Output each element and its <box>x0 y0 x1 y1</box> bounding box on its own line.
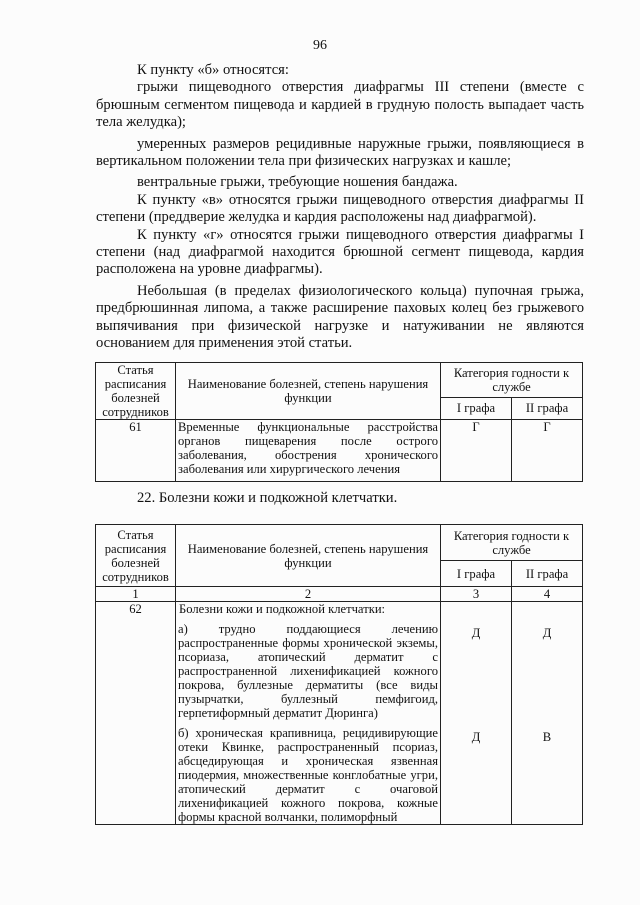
col-number: 3 <box>441 587 512 602</box>
paragraph: умеренных размеров рецидивные наружные грыжи, появляющиеся в вертикальном положении тела при физических нагрузках и кашле; <box>96 135 584 170</box>
table-row <box>96 720 583 825</box>
col-number: 1 <box>96 587 176 602</box>
header-disease: Наименование болезней, степень нарушения функции <box>176 363 441 420</box>
paragraph: вентральные грыжи, требующие ношения бандажа. <box>137 174 458 191</box>
table-header-row <box>96 363 583 398</box>
header-col2: II графа <box>512 397 583 419</box>
item-a-g1: Д <box>441 616 512 720</box>
body-text <box>96 62 584 353</box>
header-category: Категория годности к службе <box>441 363 583 398</box>
table-skin <box>95 524 583 825</box>
header-category: Категория годности к службе <box>441 525 583 561</box>
paragraph: К пункту «г» относятся грыжи пищеводного отверстия диафрагмы I степени (над диафрагмой находится брюшной сегмент пищевода, кардия расположена на уровне диафрагмы). <box>96 226 584 278</box>
item-b-g1: Д <box>441 720 512 825</box>
header-col1: I графа <box>441 397 512 419</box>
item-a-text: а) трудно поддающиеся лечению распространенные формы хронической экземы, псориаза, атопический дерматит с распространенной лихенификацией кожного покрова, буллезные дерматиты (все виды пузырчатки, буллезный пемфигоид, герпетиформный дерматит Дюринга) <box>178 622 438 720</box>
item-b-text: б) хроническая крапивница, рецидивирующие отеки Квинке, распространенный псориаз, абсцедирующая и хроническая язвенная пиодермия, множественные конглобатные угри, атопический дерматит с очаговой лихенификацией кожного покрова, кожные формы красной волчанки, полиморфный <box>178 726 438 824</box>
table-hernia <box>95 362 583 482</box>
row-title: Болезни кожи и подкожной клетчатки: <box>176 602 441 617</box>
header-col2: II графа <box>512 561 583 587</box>
row-text: Временные функциональные расстройства органов пищеварения после острого заболевания, обострения хронического заболевания или хирургического лечения <box>176 420 441 482</box>
row-g2: Г <box>512 420 583 482</box>
paragraph: К пункту «в» относятся грыжи пищеводного отверстия диафрагмы II степени (преддверие желудка и кардия расположены над диафрагмой). <box>96 191 584 226</box>
paragraph: Небольшая (в пределах физиологического кольца) пупочная грыжа, предбрюшинная липома, а также расширение паховых колец без грыжевого выпячивания при физической нагрузке и натуживании не являются основанием для применения этой статьи. <box>96 282 584 352</box>
col-number: 2 <box>176 587 441 602</box>
table-header-row <box>96 525 583 561</box>
item-a-g2: Д <box>512 616 583 720</box>
row-article: 61 <box>96 420 176 482</box>
page-number: 96 <box>313 38 327 53</box>
item-b-g2: В <box>512 720 583 825</box>
header-article: Статья расписания болезней сотрудников <box>96 525 176 587</box>
table-row <box>96 420 583 482</box>
paragraph: грыжи пищеводного отверстия диафрагмы III степени (вместе с брюшным сегментом пищевода и кардией в грудную полость выпадает часть тела желудка); <box>96 79 584 131</box>
header-col1: I графа <box>441 561 512 587</box>
col-number: 4 <box>512 587 583 602</box>
header-article: Статья расписания болезней сотрудников <box>96 363 176 420</box>
row-article: 62 <box>96 602 176 617</box>
paragraph: К пункту «б» относятся: <box>137 62 289 78</box>
table-row <box>96 602 583 617</box>
row-g1: Г <box>441 420 512 482</box>
header-disease: Наименование болезней, степень нарушения функции <box>176 525 441 587</box>
column-numbers-row <box>96 587 583 602</box>
table-row <box>96 616 583 720</box>
section-heading: 22. Болезни кожи и подкожной клетчатки. <box>137 490 398 506</box>
